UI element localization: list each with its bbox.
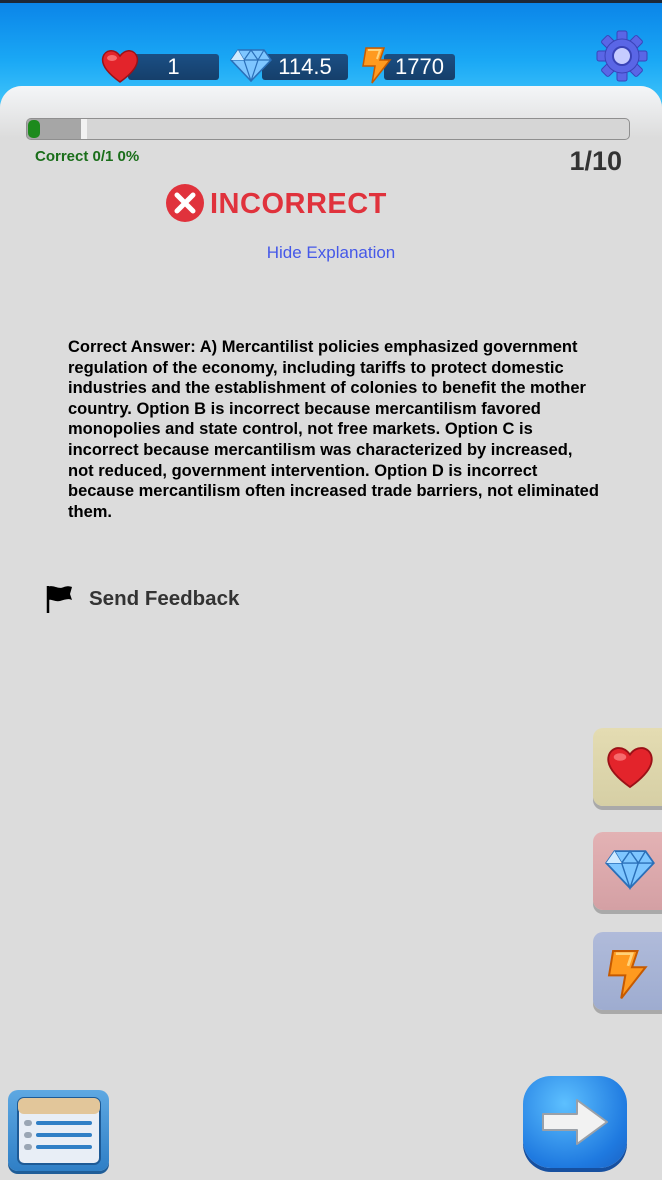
buy-energy-button[interactable]	[593, 932, 662, 1010]
progress-start-marker	[28, 120, 40, 138]
lives-counter: 1	[128, 54, 219, 80]
question-counter: 1/10	[569, 146, 622, 176]
heart-icon	[100, 48, 140, 84]
gems-counter: 114.5	[262, 54, 348, 80]
lightning-bolt-icon	[605, 948, 651, 1000]
flag-icon[interactable]	[44, 584, 74, 614]
progress-bar	[26, 118, 630, 140]
heart-icon	[605, 744, 655, 790]
x-circle-icon	[165, 183, 205, 223]
diamond-icon	[230, 48, 272, 82]
energy-counter: 1770	[384, 54, 455, 80]
buy-lives-button[interactable]	[593, 728, 662, 806]
hide-explanation-link[interactable]: Hide Explanation	[266, 243, 396, 262]
arrow-right-icon	[523, 1076, 627, 1168]
next-question-button[interactable]	[523, 1076, 627, 1168]
explanation-text: Correct Answer: A) Mercantilist policies emphasized government regulation of the economy, including tariffs to protect domestic industries and the establishment of colonies to benefit the mother country. Option B is incorrect because mercantilism favored monopolies and state control, not free markets. Option C is incorrect because mercantilism was characterized by increased, not reduced, government intervention. Option D is incorrect because mercantilism often increased trade barriers, not eliminated them.	[68, 338, 599, 521]
buy-gems-button[interactable]	[593, 832, 662, 910]
correct-score-label: Correct 0/1 0%	[35, 148, 140, 165]
lightning-bolt-icon	[360, 46, 394, 84]
send-feedback-button[interactable]: Send Feedback	[89, 587, 240, 610]
list-menu-icon	[8, 1090, 109, 1171]
diamond-icon	[605, 848, 655, 890]
question-list-button[interactable]	[8, 1090, 109, 1171]
gear-icon[interactable]	[596, 30, 648, 82]
result-label: INCORRECT	[210, 188, 387, 220]
top-edge	[0, 0, 662, 3]
